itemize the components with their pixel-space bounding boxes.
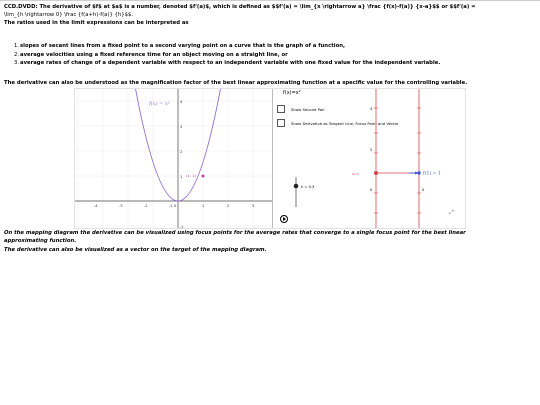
geogebra-applet[interactable]	[74, 88, 466, 229]
y-tick-label: -1	[180, 225, 184, 229]
checkbox-box[interactable]	[277, 105, 285, 113]
checkbox-label: Show Derivative as Tangent Line, Focus Point and Vector	[291, 120, 399, 126]
target-tick: 0	[422, 188, 425, 192]
intro-line-3: The ratios used in the limit expressions can be interpreted as	[4, 20, 189, 26]
point-label: (1, 1)	[186, 173, 197, 178]
slider-label: h = 0.3	[301, 185, 315, 189]
y-tick-label: 1	[180, 175, 183, 179]
target-point	[417, 171, 420, 174]
x-tick-label: -3	[119, 204, 123, 208]
focus-point[interactable]	[202, 175, 205, 178]
list-item: 3.average rates of change of a dependent variable with respect to an independent variable with one fixed value for the independent variable.	[14, 60, 441, 67]
bottom-text-2: approximating function.	[4, 238, 77, 244]
checkbox-show-second-pair[interactable]	[277, 104, 325, 114]
x-tick-label: 2	[227, 204, 230, 208]
play-button[interactable]	[280, 215, 288, 223]
intro-label: CCD.DVDD:	[4, 4, 40, 10]
domain-tick: 0	[370, 188, 373, 192]
x-tick-label: -4	[94, 204, 98, 208]
intro-line-2: \lim_{h \rightarrow 0} \frac {f(a+h)-f(a)} {h}$$.	[4, 12, 134, 18]
list-item: 1.slopes of secant lines from a fixed point to a second varying point on a curve that is the graph of a function,	[14, 43, 345, 49]
y-tick-label: 2	[180, 150, 183, 154]
f1-label: f(1) = 1	[423, 171, 441, 177]
x-tick-label: -1	[169, 204, 173, 208]
x-tick-label: 1	[202, 204, 205, 208]
vector-head-icon	[415, 172, 419, 175]
intro-text-1: The derivative of $f$ at $a$ is a number, denoted $f'(a)$, which is defined as $$f'(a) = \lim_{x \rightarrow a} \frac {f(x)-f(a)} {x-a}$$ or $$f'(a) =	[39, 4, 476, 10]
function-graph[interactable]	[75, 89, 272, 229]
checkbox-show-tangent[interactable]	[277, 118, 398, 128]
x-tick-label: 3	[252, 204, 255, 208]
mapping-panel	[272, 89, 466, 229]
list-item: 2.average velocities using a fixed reference time for an object moving on a straight line, or	[14, 51, 288, 58]
function-text: f(x)=x²	[283, 90, 301, 96]
checkbox-label: Show Second Pair	[291, 106, 325, 112]
magnification-text: The derivative can also be understood as the magnification factor of the best linear approximating function at a specific value for the controlling variable.	[4, 80, 468, 86]
interpretation-list	[14, 42, 440, 68]
y-tick-label: 3	[180, 125, 183, 129]
h-slider-handle	[294, 184, 299, 189]
x-value-label: x=1	[352, 172, 360, 176]
checkbox-box[interactable]	[277, 119, 285, 127]
top-divider	[0, 0, 540, 1]
x-tick-label: -2	[144, 204, 148, 208]
bottom-text-3: The derivative can also be visualized as a vector on the target of the mapping diagram.	[4, 247, 267, 253]
intro-line-1	[4, 4, 536, 11]
domain-tick: 2	[370, 148, 373, 152]
x-tick-label: 0	[174, 204, 177, 208]
y-tick-label: 4	[180, 100, 183, 104]
expand-icon[interactable]: ⤢	[449, 209, 454, 216]
bottom-text-1: On the mapping diagram the derivative can be visualized using focus points for the average rates that converge to a single focus point for the best linear	[4, 230, 466, 236]
domain-point	[374, 171, 378, 175]
function-label: f(x) = x²	[149, 101, 170, 107]
domain-tick: 4	[370, 107, 373, 111]
